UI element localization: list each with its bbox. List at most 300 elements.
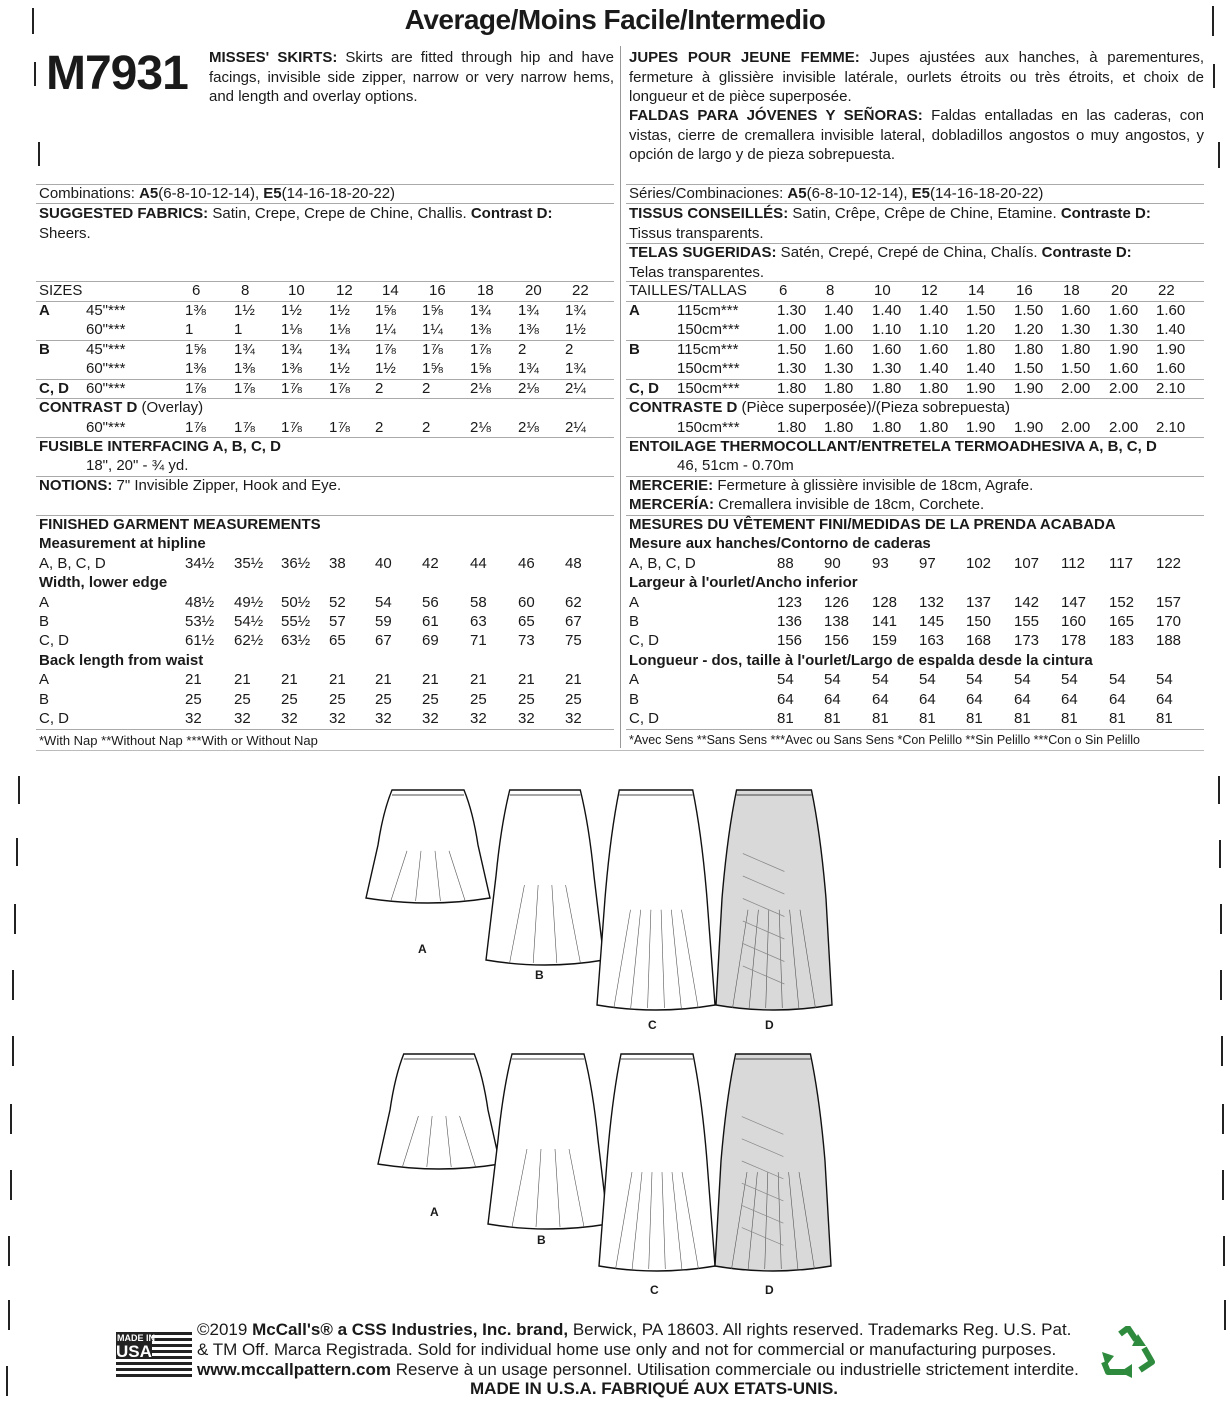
sizes-header-label: SIZES xyxy=(39,282,83,299)
copyright-line-2: & TM Off. Marca Registrada. Sold for individual home use only and not for commercial or manufacturing purposes. xyxy=(197,1340,1057,1359)
notions-body: Fermeture à glissière invisible de 18cm, Agrafe. xyxy=(713,477,1034,494)
row-fabric-width: 60"*** xyxy=(86,360,126,377)
interfacing-head-en: FUSIBLE INTERFACING A, B, C, D xyxy=(39,438,281,455)
table-cell: 157 xyxy=(1156,594,1182,611)
table-cell: 1.90 xyxy=(1156,341,1186,358)
table-cell: 58 xyxy=(470,594,487,611)
fabrics-contrast-head: Contrast D: xyxy=(470,205,553,222)
table-header-row xyxy=(0,281,1230,301)
table-cell: 25 xyxy=(565,691,582,708)
table-cell: 21 xyxy=(375,671,392,688)
combo-a5: A5 xyxy=(787,185,807,202)
back-skirt-view-d xyxy=(712,1050,834,1282)
row-view-label: B xyxy=(39,613,50,630)
table-cell: 1.80 xyxy=(1014,341,1044,358)
table-cell: 1.90 xyxy=(1014,419,1044,436)
table-cell: 21 xyxy=(185,671,202,688)
table-cell: 69 xyxy=(422,632,439,649)
table-cell: 64 xyxy=(1014,691,1031,708)
table-cell: 1.60 xyxy=(872,341,902,358)
table-cell: 25 xyxy=(518,691,535,708)
combinations-en xyxy=(39,184,395,204)
description-fr-body: Jupes ajustées aux hanches, à parementures, fermeture à glissière invisible latérale, ourlets étroits ou très étroits, et choix de longueur et de pièce superposée. xyxy=(629,49,1204,105)
table-cell: 34½ xyxy=(185,555,215,572)
table-cell: 81 xyxy=(1061,710,1078,727)
row-fabric-width: 45"*** xyxy=(86,302,126,319)
table-cell: 1.30 xyxy=(777,360,807,377)
fabrics-contrast-body: Telas transparentes. xyxy=(629,263,765,281)
size-header: 6 xyxy=(192,282,201,299)
size-header: 14 xyxy=(968,282,985,299)
contrast-head: CONTRAST D xyxy=(39,399,138,416)
back-skirt-view-b xyxy=(485,1050,611,1240)
table-cell: 1.40 xyxy=(919,302,949,319)
table-cell: 1¾ xyxy=(518,302,539,319)
front-view-label: C xyxy=(648,1018,657,1032)
table-cell: 40 xyxy=(375,555,392,572)
table-cell: 1.90 xyxy=(966,419,996,436)
interfacing-value-en: 18", 20" - ¾ yd. xyxy=(86,457,189,474)
size-header: 16 xyxy=(429,282,446,299)
table-cell: 48 xyxy=(565,555,582,572)
row-view-label: B xyxy=(39,691,50,708)
contrast-heading xyxy=(39,398,203,418)
size-header: 18 xyxy=(477,282,494,299)
table-row xyxy=(0,631,1230,651)
width-head: Width, lower edge xyxy=(39,574,168,591)
table-cell: 21 xyxy=(329,671,346,688)
table-cell: 50½ xyxy=(281,594,311,611)
row-view-label: B xyxy=(629,691,640,708)
table-cell: 2.00 xyxy=(1061,380,1091,397)
table-row xyxy=(0,690,1230,710)
size-header: 8 xyxy=(826,282,835,299)
table-cell: 1.40 xyxy=(1156,321,1186,338)
table-cell: 1⅜ xyxy=(185,360,206,377)
table-cell: 1½ xyxy=(375,360,396,377)
table-cell: 1.80 xyxy=(919,380,949,397)
rule xyxy=(36,750,1204,751)
table-cell: 1.30 xyxy=(777,302,807,319)
table-cell: 1⅝ xyxy=(375,302,396,319)
size-header: 22 xyxy=(572,282,589,299)
front-view-label: A xyxy=(418,942,427,956)
back-view-label: D xyxy=(765,1283,774,1297)
table-cell: 64 xyxy=(1109,691,1126,708)
table-cell: 1.60 xyxy=(1109,302,1139,319)
row-view-label: A xyxy=(39,302,50,319)
table-cell: 1.80 xyxy=(872,419,902,436)
interfacing-head-fr: ENTOILAGE THERMOCOLLANT/ENTRETELA TERMOADHESIVA A, B, C, D xyxy=(629,438,1157,455)
table-cell: 21 xyxy=(281,671,298,688)
table-cell: 54 xyxy=(1014,671,1031,688)
combinations-fr xyxy=(629,184,1043,204)
table-cell: 25 xyxy=(422,691,439,708)
notions-es xyxy=(629,495,984,515)
table-cell: 156 xyxy=(777,632,803,649)
interfacing-value-fr: 46, 51cm - 0.70m xyxy=(677,457,794,474)
description-en-head: MISSES' SKIRTS: xyxy=(209,49,338,66)
footnote-fr: *Avec Sens **Sans Sens ***Avec ou Sans Sens *Con Pelillo **Sin Pelillo ***Con o Sin Pelillo xyxy=(629,733,1140,747)
row-fabric-width: 60"*** xyxy=(86,321,126,338)
table-cell: 150 xyxy=(966,613,992,630)
table-cell: 1⅜ xyxy=(281,360,302,377)
size-header: 20 xyxy=(1111,282,1128,299)
table-cell: 67 xyxy=(565,613,582,630)
table-cell: 1⅞ xyxy=(375,341,396,358)
combo-e5-sizes: (14-16-18-20-22) xyxy=(281,185,396,202)
table-cell: 1.60 xyxy=(824,341,854,358)
table-cell: 2¼ xyxy=(565,419,586,436)
table-cell: 21 xyxy=(470,671,487,688)
footnote-en: *With Nap **Without Nap ***With or Without Nap xyxy=(39,733,318,748)
table-cell: 32 xyxy=(281,710,298,727)
table-cell: 2 xyxy=(518,341,527,358)
table-cell: 1⅞ xyxy=(329,419,350,436)
description-es-body: Faldas entalladas en las caderas, con vistas, cierre de cremallera invisible lateral, dobladillos angostos o muy angostos, y opción de largo y de pieza sobrepuesta. xyxy=(629,107,1204,163)
website-link[interactable]: www.mccallpattern.com xyxy=(197,1360,391,1379)
contrast-head: CONTRASTE D xyxy=(629,399,738,416)
table-cell: 73 xyxy=(518,632,535,649)
table-cell: 21 xyxy=(422,671,439,688)
fabrics-en xyxy=(39,204,614,243)
table-cell: 1⅜ xyxy=(470,321,491,338)
row-view-label: C, D xyxy=(39,710,69,727)
width-head: Largeur à l'ourlet/Ancho inferior xyxy=(629,574,858,591)
combo-a5: A5 xyxy=(139,185,159,202)
table-cell: 1⅞ xyxy=(185,380,206,397)
table-cell: 159 xyxy=(872,632,898,649)
table-cell: 1¼ xyxy=(375,321,396,338)
table-cell: 54 xyxy=(824,671,841,688)
table-cell: 112 xyxy=(1061,555,1085,572)
front-skirt-view-b xyxy=(483,786,607,976)
table-cell: 1.30 xyxy=(1061,321,1091,338)
notions-en xyxy=(39,476,341,496)
table-cell: 81 xyxy=(919,710,936,727)
table-cell: 1.50 xyxy=(1014,360,1044,377)
table-cell: 1½ xyxy=(329,360,350,377)
table-cell: 42 xyxy=(422,555,439,572)
table-cell: 1.60 xyxy=(919,341,949,358)
table-cell: 54½ xyxy=(234,613,264,630)
row-view-label: B xyxy=(629,613,640,630)
table-cell: 93 xyxy=(872,555,889,572)
table-cell: 2 xyxy=(565,341,574,358)
table-cell: 1.10 xyxy=(919,321,949,338)
combo-a5-sizes: (6-8-10-12-14), xyxy=(806,185,912,202)
table-cell: 1.50 xyxy=(966,302,996,319)
table-cell: 156 xyxy=(824,632,850,649)
combo-a5-sizes: (6-8-10-12-14), xyxy=(158,185,264,202)
row-view-label: C, D xyxy=(629,710,659,727)
table-cell: 2 xyxy=(422,419,431,436)
table-cell: 32 xyxy=(518,710,535,727)
table-cell: 1⅝ xyxy=(422,360,443,377)
row-view-label: A xyxy=(629,302,640,319)
table-cell: 1.80 xyxy=(919,419,949,436)
table-cell: 81 xyxy=(966,710,983,727)
table-cell: 1.30 xyxy=(1109,321,1139,338)
table-cell: 1⅛ xyxy=(281,321,302,338)
front-view-label: D xyxy=(765,1018,774,1032)
row-fabric-width: 150cm*** xyxy=(677,321,740,338)
table-cell: 2.00 xyxy=(1109,419,1139,436)
table-cell: 62 xyxy=(565,594,582,611)
sizes-header-label: TAILLES/TALLAS xyxy=(629,282,747,299)
table-cell: 1.10 xyxy=(872,321,902,338)
table-cell: 53½ xyxy=(185,613,215,630)
usa-label: USA xyxy=(116,1342,152,1361)
table-cell: 1¾ xyxy=(470,302,491,319)
table-cell: 25 xyxy=(281,691,298,708)
row-fabric-width: 150cm*** xyxy=(677,360,740,377)
table-cell: 1.60 xyxy=(1109,360,1139,377)
table-cell: 1.50 xyxy=(777,341,807,358)
table-cell: 1.40 xyxy=(966,360,996,377)
notions-head: NOTIONS: xyxy=(39,477,113,494)
combo-e5: E5 xyxy=(911,185,931,202)
table-cell: 36½ xyxy=(281,555,311,572)
table-cell: 178 xyxy=(1061,632,1087,649)
front-skirt-view-a xyxy=(363,786,493,914)
table-cell: 117 xyxy=(1109,555,1133,572)
table-cell: 25 xyxy=(329,691,346,708)
table-cell: 81 xyxy=(1014,710,1031,727)
table-cell: 81 xyxy=(1156,710,1173,727)
row-view-label: A xyxy=(39,671,50,688)
row-view-label: A xyxy=(39,594,50,611)
table-cell: 126 xyxy=(824,594,850,611)
table-cell: 132 xyxy=(919,594,945,611)
table-cell: 1¾ xyxy=(518,360,539,377)
row-view-label: C, D xyxy=(629,380,659,397)
measurements-head: MESURES DU VÊTEMENT FINI/MEDIDAS DE LA PRENDA ACABADA xyxy=(629,516,1116,533)
table-cell: 2⅛ xyxy=(470,380,491,397)
table-cell: 55½ xyxy=(281,613,311,630)
table-cell: 62½ xyxy=(234,632,264,649)
table-cell: 1⅞ xyxy=(329,380,350,397)
table-row xyxy=(0,379,1230,399)
back-skirt-view-a xyxy=(375,1050,503,1180)
table-cell: 1.80 xyxy=(824,380,854,397)
table-cell: 48½ xyxy=(185,594,215,611)
table-row xyxy=(0,418,1230,438)
table-cell: 2⅛ xyxy=(518,419,539,436)
table-cell: 57 xyxy=(329,613,346,630)
table-cell: 1½ xyxy=(329,302,350,319)
page-title: Average/Moins Facile/Intermedio xyxy=(404,4,826,35)
table-cell: 1¾ xyxy=(281,341,302,358)
made-in-label: MADE IN xyxy=(117,1333,155,1343)
table-row xyxy=(0,359,1230,379)
table-cell: 2.10 xyxy=(1156,419,1186,436)
table-cell: 1.30 xyxy=(872,360,902,377)
table-cell: 2¼ xyxy=(565,380,586,397)
contrast-note: (Overlay) xyxy=(137,399,204,416)
notions-fr xyxy=(629,476,1033,496)
description-es xyxy=(629,106,1204,165)
notions-body: Cremallera invisible de 18cm, Corchete. xyxy=(714,496,985,513)
row-view-label: B xyxy=(39,341,50,358)
table-cell: 25 xyxy=(185,691,202,708)
combinations-label: Séries/Combinaciones: xyxy=(629,185,788,202)
table-cell: 67 xyxy=(375,632,392,649)
fabrics-contrast-body: Tissus transparents. xyxy=(629,224,764,242)
table-cell: 2.10 xyxy=(1156,380,1186,397)
table-cell: 1¾ xyxy=(565,360,586,377)
table-cell: 32 xyxy=(470,710,487,727)
table-cell: 1.20 xyxy=(1014,321,1044,338)
description-en xyxy=(209,48,614,107)
table-cell: 1¾ xyxy=(234,341,255,358)
table-cell: 64 xyxy=(1156,691,1173,708)
table-cell: 64 xyxy=(872,691,889,708)
table-cell: 1⅝ xyxy=(422,302,443,319)
size-header: 22 xyxy=(1158,282,1175,299)
row-fabric-width: 45"*** xyxy=(86,341,126,358)
table-cell: 64 xyxy=(966,691,983,708)
table-cell: 25 xyxy=(234,691,251,708)
table-cell: 63½ xyxy=(281,632,311,649)
table-cell: 2 xyxy=(422,380,431,397)
front-view-label: B xyxy=(535,968,544,982)
table-cell: 2⅛ xyxy=(518,380,539,397)
copyright-rest: Berwick, PA 18603. All rights reserved. Trademarks Reg. U.S. Pat. xyxy=(568,1320,1072,1339)
copyright-line-3 xyxy=(197,1360,1079,1380)
table-cell: 35½ xyxy=(234,555,264,572)
table-cell: 44 xyxy=(470,555,487,572)
row-view-label: C, D xyxy=(39,380,69,397)
table-cell: 32 xyxy=(422,710,439,727)
row-fabric-width: 60"*** xyxy=(86,419,126,436)
table-cell: 183 xyxy=(1109,632,1135,649)
table-cell: 1.30 xyxy=(824,360,854,377)
table-cell: 141 xyxy=(872,613,898,630)
table-cell: 1.00 xyxy=(824,321,854,338)
table-cell: 188 xyxy=(1156,632,1182,649)
table-cell: 1.40 xyxy=(872,302,902,319)
fabrics-head: TELAS SUGERIDAS: xyxy=(629,244,777,261)
table-cell: 1.60 xyxy=(1061,302,1091,319)
length-head: Back length from waist xyxy=(39,652,204,669)
table-cell: 1⅞ xyxy=(281,380,302,397)
row-fabric-width: 115cm*** xyxy=(677,341,739,358)
size-header: 12 xyxy=(921,282,938,299)
row-fabric-width: 150cm*** xyxy=(677,380,740,397)
table-cell: 54 xyxy=(919,671,936,688)
row-view-label: A xyxy=(629,594,640,611)
table-cell: 90 xyxy=(824,555,841,572)
hipline-head: Mesure aux hanches/Contorno de caderas xyxy=(629,535,931,552)
table-cell: 97 xyxy=(919,555,936,572)
contrast-note: (Pièce superposée)/(Pieza sobrepuesta) xyxy=(737,399,1010,416)
fabrics-contrast-head: Contraste D: xyxy=(1041,244,1132,261)
table-cell: 54 xyxy=(375,594,392,611)
table-cell: 1⅞ xyxy=(470,341,491,358)
table-cell: 163 xyxy=(919,632,945,649)
row-view-label: A, B, C, D xyxy=(39,555,106,572)
size-header: 8 xyxy=(241,282,250,299)
table-cell: 32 xyxy=(185,710,202,727)
description-fr-head: JUPES POUR JEUNE FEMME: xyxy=(629,49,860,66)
table-cell: 81 xyxy=(777,710,794,727)
table-cell: 2⅛ xyxy=(470,419,491,436)
table-cell: 21 xyxy=(234,671,251,688)
table-cell: 54 xyxy=(1156,671,1173,688)
back-skirt-view-c xyxy=(596,1050,718,1282)
table-cell: 32 xyxy=(375,710,392,727)
table-cell: 170 xyxy=(1156,613,1182,630)
size-header: 12 xyxy=(336,282,353,299)
copyright-line-1 xyxy=(197,1320,1071,1340)
usage-note: Reserve à un usage personnel. Utilisation commerciale ou industrielle strictement interdite. xyxy=(390,1360,1079,1379)
row-fabric-width: 115cm*** xyxy=(677,302,739,319)
table-cell: 1⅛ xyxy=(329,321,350,338)
table-cell: 1.80 xyxy=(777,380,807,397)
table-cell: 1.00 xyxy=(777,321,807,338)
table-cell: 61½ xyxy=(185,632,215,649)
row-view-label: B xyxy=(629,341,640,358)
table-cell: 32 xyxy=(329,710,346,727)
notions-head: MERCERÍA: xyxy=(629,496,714,513)
table-cell: 63 xyxy=(470,613,487,630)
table-cell: 1.80 xyxy=(1061,341,1091,358)
table-cell: 1⅞ xyxy=(234,419,255,436)
table-cell: 64 xyxy=(824,691,841,708)
fabrics-fr xyxy=(629,204,1204,243)
table-cell: 1½ xyxy=(565,321,586,338)
row-view-label: C, D xyxy=(629,632,659,649)
row-fabric-width: 60"*** xyxy=(86,380,126,397)
table-cell: 81 xyxy=(872,710,889,727)
pattern-number: M7931 xyxy=(46,47,188,100)
table-cell: 32 xyxy=(234,710,251,727)
table-cell: 160 xyxy=(1061,613,1087,630)
size-header: 10 xyxy=(874,282,891,299)
size-header: 20 xyxy=(525,282,542,299)
table-cell: 165 xyxy=(1109,613,1135,630)
table-cell: 1.40 xyxy=(824,302,854,319)
table-cell: 52 xyxy=(329,594,346,611)
table-cell: 54 xyxy=(1109,671,1126,688)
notions-body: 7" Invisible Zipper, Hook and Eye. xyxy=(112,477,342,494)
made-in-usa-line: MADE IN U.S.A. FABRIQUÉ AUX ETATS-UNIS. xyxy=(470,1379,839,1398)
fabrics-body: Satén, Crepé, Crepé de China, Chalís. xyxy=(776,244,1042,261)
table-cell: 1⅞ xyxy=(422,341,443,358)
table-cell: 173 xyxy=(1014,632,1040,649)
description-fr xyxy=(629,48,1204,107)
table-cell: 123 xyxy=(777,594,803,611)
table-cell: 1.80 xyxy=(966,341,996,358)
table-row xyxy=(0,301,1230,321)
copyright-year: ©2019 xyxy=(197,1320,253,1339)
table-cell: 88 xyxy=(777,555,794,572)
table-cell: 147 xyxy=(1061,594,1087,611)
table-cell: 1.20 xyxy=(966,321,996,338)
table-cell: 152 xyxy=(1109,594,1135,611)
size-header: 18 xyxy=(1063,282,1080,299)
table-cell: 46 xyxy=(518,555,535,572)
notions-head: MERCERIE: xyxy=(629,477,714,494)
table-cell: 142 xyxy=(1014,594,1040,611)
table-cell: 1.60 xyxy=(1156,302,1186,319)
table-cell: 25 xyxy=(375,691,392,708)
hipline-head: Measurement at hipline xyxy=(39,535,206,552)
fabrics-contrast-head: Contraste D: xyxy=(1060,205,1151,222)
rule xyxy=(626,729,1204,730)
table-cell: 1¼ xyxy=(422,321,443,338)
